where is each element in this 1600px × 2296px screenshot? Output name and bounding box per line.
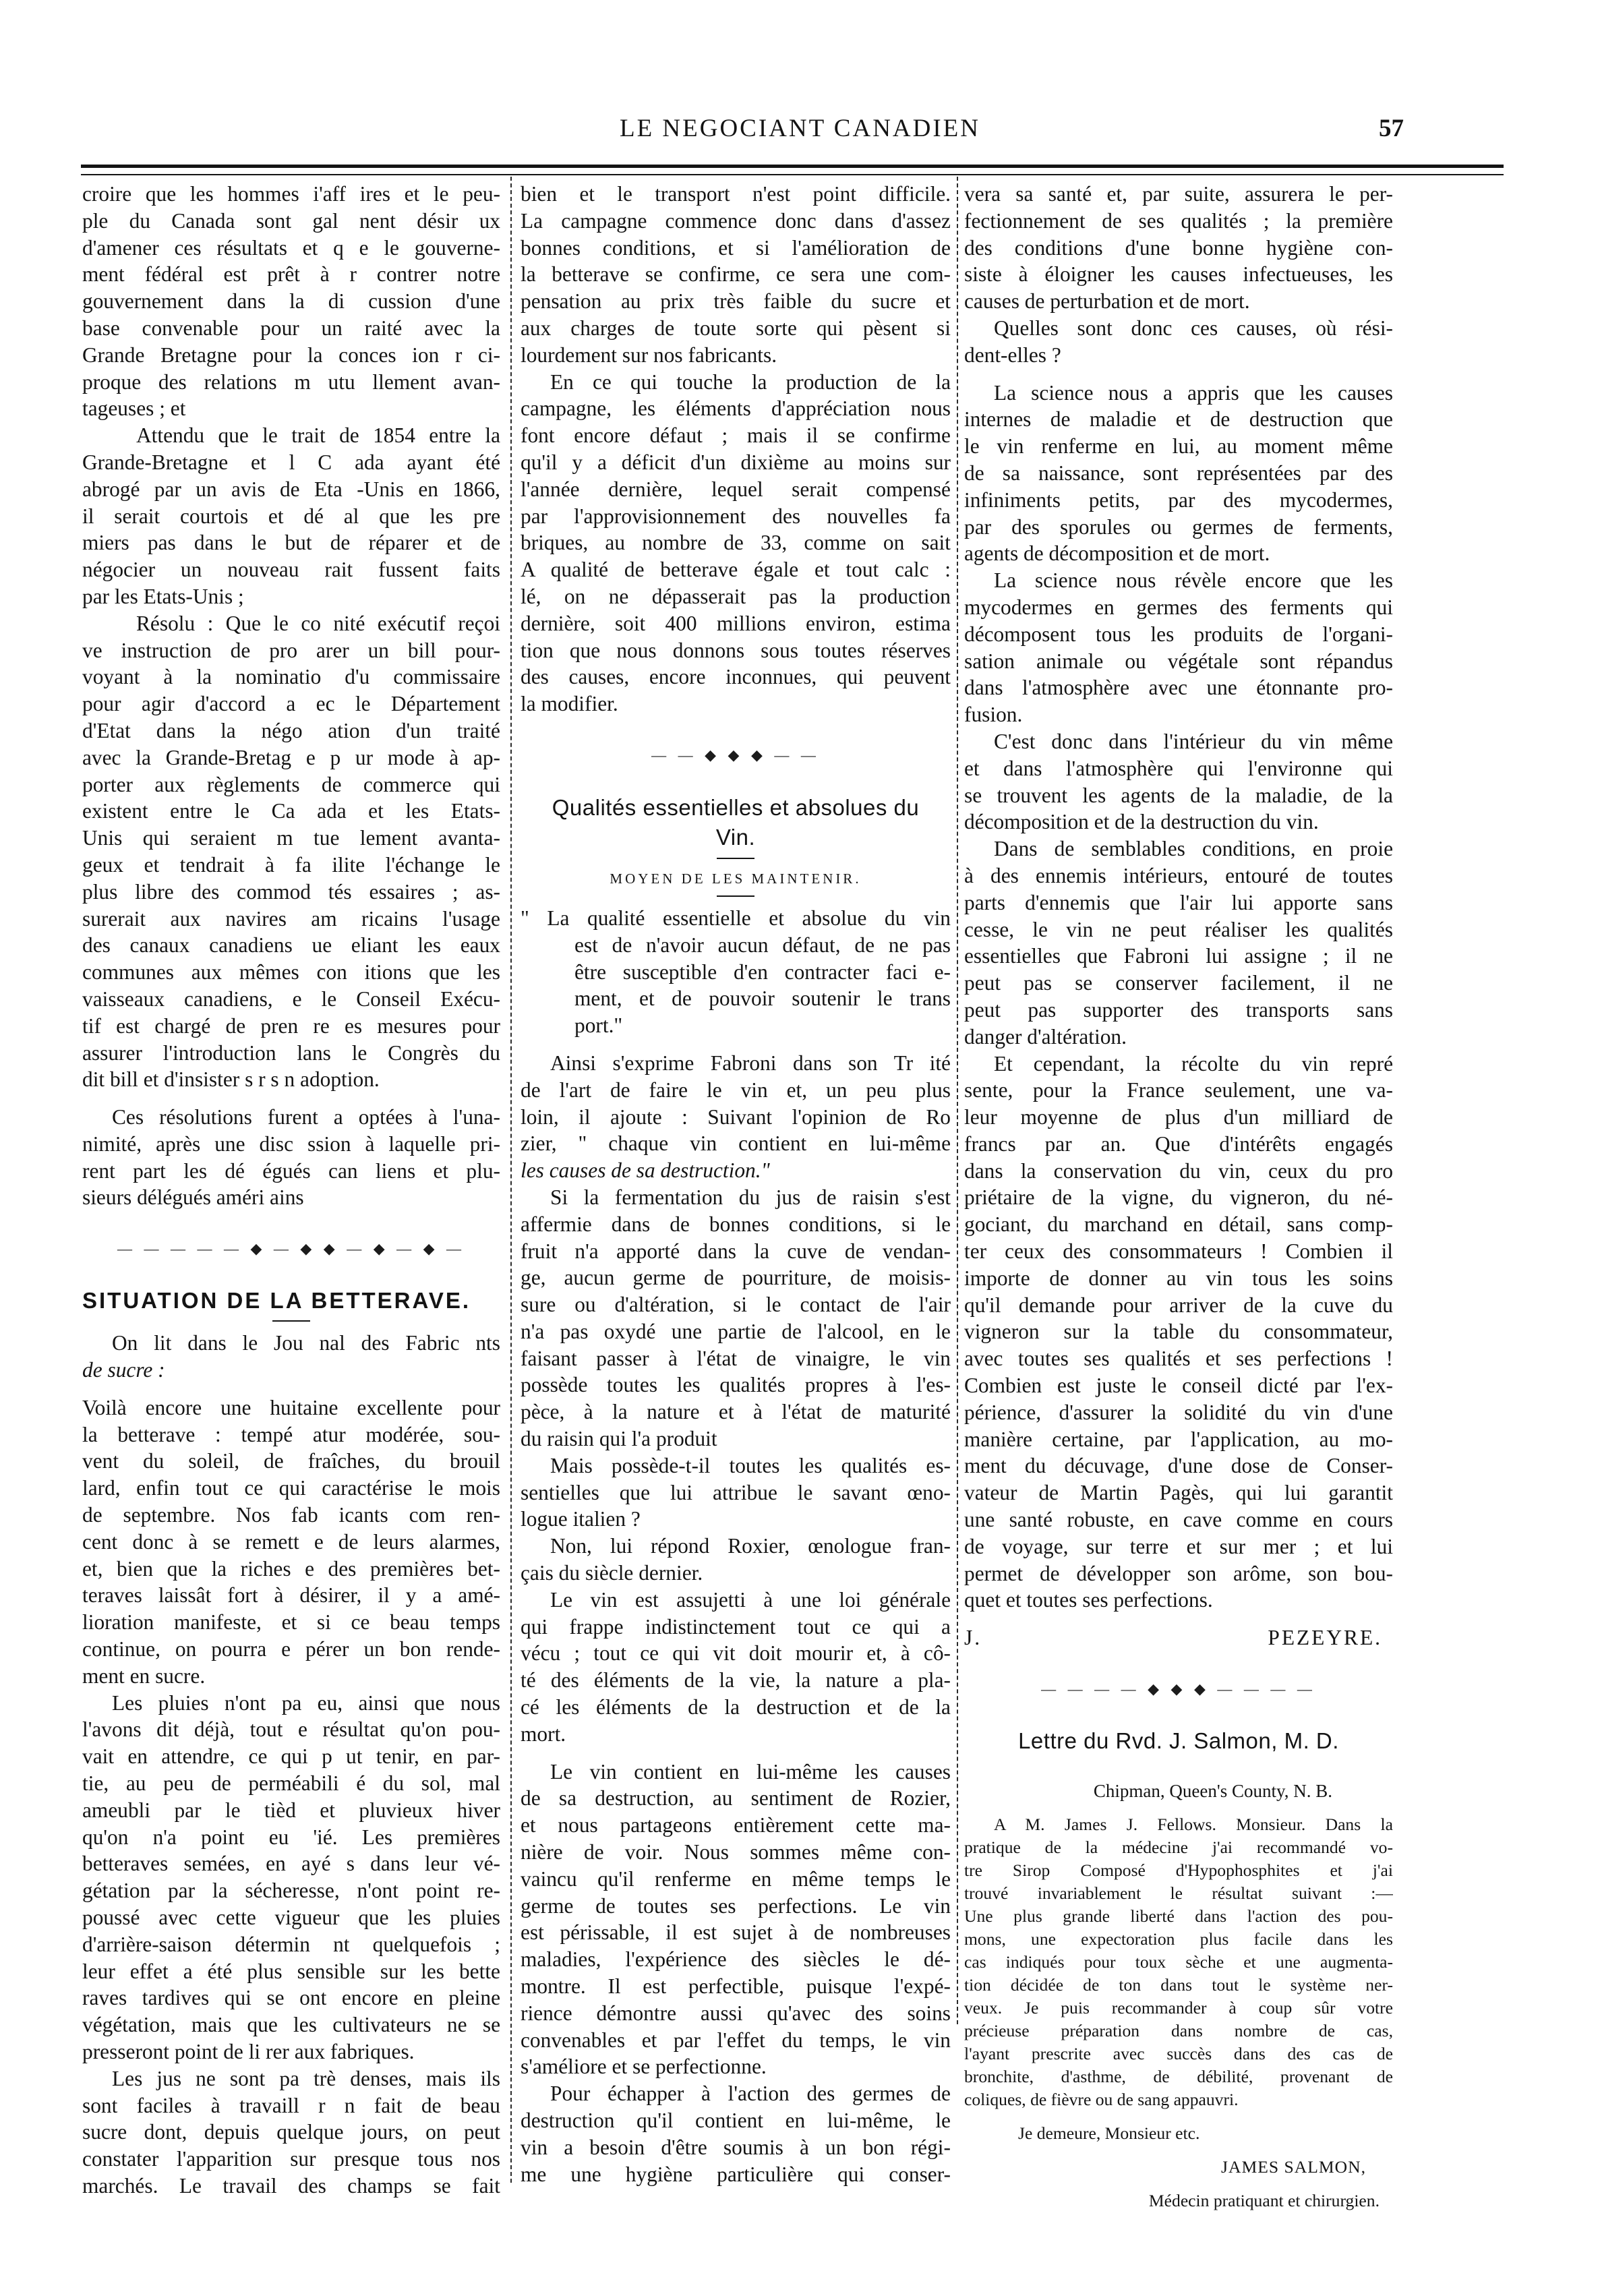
text-line: raves tardives qui se ont encore en pleine bbox=[82, 1986, 500, 2010]
text-line: l'ayant prescrite avec succès dans des cas de bbox=[964, 2044, 1393, 2064]
text-line: tageuses ; et bbox=[82, 396, 186, 421]
text-line: pratique de la médecine j'ai recommandé vo- bbox=[964, 1837, 1393, 1858]
text-line: par des sporules ou germes de ferments, bbox=[964, 514, 1393, 539]
text-line: périence, d'assurer la solidité du vin d'une bbox=[964, 1400, 1393, 1424]
text-line: poussé avec cette vigueur que les pluies bbox=[82, 1906, 500, 1930]
text-line: cé les éléments de la destruction et de la bbox=[521, 1695, 951, 1719]
text-line: " La qualité essentielle et absolue du vin bbox=[521, 906, 951, 930]
text-line: miers pas dans le but de réparer et de bbox=[82, 531, 500, 555]
section-heading: SITUATION DE LA BETTERAVE. bbox=[82, 1288, 471, 1314]
text-line: tion que nous donnons sous toutes réserves bbox=[521, 638, 951, 662]
text-line: vent du soleil, de fraîches, du brouil bbox=[82, 1449, 500, 1473]
text-line: lourdement sur nos fabricants. bbox=[521, 343, 777, 367]
paragraph bbox=[521, 1533, 951, 1587]
text-line: la modifier. bbox=[521, 692, 618, 716]
text-line: porter aux règlements de commerce qui bbox=[82, 772, 500, 796]
text-line: de sa destruction, au sentiment de Rozier, bbox=[521, 1786, 951, 1811]
text-line: rience démontre aussi qu'avec des soins bbox=[521, 2001, 951, 2025]
text-line: manière certaine, par l'application, au mo- bbox=[964, 1427, 1393, 1451]
header-rule-thin bbox=[81, 174, 1504, 175]
text-line: être susceptible d'en contracter faci e- bbox=[574, 960, 951, 984]
text-line: lé, on ne dépasserait pas la production bbox=[521, 584, 951, 608]
text-line: précieuse préparation dans nombre de cas, bbox=[964, 2021, 1393, 2041]
text-line: campagne, les éléments d'appréciation nous bbox=[521, 396, 951, 421]
text-line: internes de maladie et de destruction que bbox=[964, 407, 1393, 432]
letter-signature: JAMES SALMON, bbox=[1221, 2157, 1366, 2177]
text-line: sation animale ou végétale sont répandus bbox=[964, 649, 1393, 673]
text-line: qu'on n'a point eu 'ié. Les premières bbox=[82, 1825, 500, 1849]
text-line: décomposition et de la destruction du vin. bbox=[964, 810, 1319, 834]
text-line: cent donc à se remett e de leurs alarmes, bbox=[82, 1529, 500, 1554]
text-line: faisant passer à l'état de vinaigre, le vin bbox=[521, 1346, 951, 1370]
text-line: La campagne commence donc dans d'assez bbox=[521, 208, 951, 233]
text-line: et dans l'atmosphère qui l'environne qui bbox=[964, 756, 1393, 780]
paragraph bbox=[521, 369, 951, 717]
text-line: cesse, le vin ne peut réaliser les qualités bbox=[964, 917, 1393, 941]
text-line: bonnes conditions, et si l'amélioration de bbox=[521, 235, 951, 260]
text-line: le vin renferme en lui, au moment même bbox=[964, 434, 1393, 459]
text-line: mycodermes en germes des ferments qui bbox=[964, 595, 1393, 619]
text-line: est de n'avoir aucun défaut, de ne pas bbox=[574, 933, 951, 957]
text-line: Grande-Bretagne et l C ada ayant été bbox=[82, 450, 500, 474]
paragraph bbox=[82, 1690, 500, 2065]
text-line: gociant, du marchand en détail, sans comp- bbox=[964, 1212, 1393, 1237]
text-line: Les pluies n'ont pa eu, ainsi que nous bbox=[112, 1690, 500, 1715]
text-line: l'avons dit déjà, tout e résultat qu'on pou- bbox=[82, 1717, 500, 1742]
paragraph bbox=[82, 610, 500, 1093]
text-line: Ainsi s'exprime Fabroni dans son Tr ité bbox=[550, 1051, 951, 1075]
paragraph bbox=[521, 1452, 951, 1533]
text-line: tif est chargé de pren re es mesures pour bbox=[82, 1013, 500, 1038]
text-line: nière de voir. Nous sommes même con- bbox=[521, 1840, 951, 1864]
text-line: de l'art de faire le vin et, un peu plus bbox=[521, 1078, 951, 1102]
text-line: sure ou d'altération, si le contact de l'air bbox=[521, 1293, 951, 1317]
paragraph bbox=[521, 181, 951, 369]
text-line: de septembre. Nos fab icants com ren- bbox=[82, 1503, 500, 1527]
text-line: la betterave : tempé atur modérée, sou- bbox=[82, 1422, 500, 1446]
subheading-rule bbox=[717, 895, 754, 897]
text-line: Si la fermentation du jus de raisin s'est bbox=[550, 1185, 951, 1209]
text-line: des causes, encore inconnues, qui peuvent bbox=[521, 665, 951, 689]
text-line: mons, une expectoration plus facile dans les bbox=[964, 1929, 1393, 1949]
text-line: voyant à la nominatio d'u commissaire bbox=[82, 665, 500, 689]
text-line: On lit dans le Jou nal des Fabric nts bbox=[112, 1331, 500, 1355]
text-line: zier, " chaque vin contient en lui-même bbox=[521, 1131, 951, 1156]
text-line: pèce, à la nature et à l'état de maturité bbox=[521, 1400, 951, 1424]
text-line: croire que les hommes i'aff ires et le peu- bbox=[82, 182, 500, 206]
text-line: surerait aux navires am ricains l'usage bbox=[82, 906, 500, 931]
text-line: fruit n'a apporté dans la cuve de vendan- bbox=[521, 1239, 951, 1263]
text-line: La science nous révèle encore que les bbox=[994, 568, 1393, 593]
paragraph bbox=[521, 1184, 951, 1452]
text-line: font encore défaut ; mais il se confirme bbox=[521, 423, 951, 448]
paragraph bbox=[964, 181, 1393, 315]
text-line: dent-elles ? bbox=[964, 343, 1061, 367]
text-line: Combien est juste le conseil dicté par l'ex- bbox=[964, 1374, 1393, 1398]
text-line: ment, et de pouvoir soutenir le trans bbox=[574, 987, 951, 1011]
text-line: A M. James J. Fellows. Monsieur. Dans la bbox=[994, 1815, 1393, 1835]
text-line: tie, au peu de perméabili é du sol, mal bbox=[82, 1771, 500, 1796]
section-ornament: — — — — ◆ ◆ ◆ — — — — bbox=[1041, 1680, 1316, 1698]
text-line: vécu ; tout ce qui vit doit mourir et, à cô- bbox=[521, 1641, 951, 1666]
text-line: geux et tendrait à fa ilite l'échange le bbox=[82, 852, 500, 877]
text-line: mort. bbox=[521, 1721, 566, 1746]
text-line: té des éléments de la vie, la nature a pla- bbox=[521, 1668, 951, 1692]
text-line: constater l'apparition sur presque tous nos bbox=[82, 2147, 500, 2171]
text-line: la betterave se confirme, ce sera une com- bbox=[521, 262, 951, 287]
section-subheading: MOYEN DE LES MAINTENIR. bbox=[610, 870, 862, 887]
paragraph bbox=[82, 1330, 500, 1384]
text-line: qui frappe indistinctement tout ce qui a bbox=[521, 1614, 951, 1639]
text-line: d'Etat dans la négo ation d'un traité bbox=[82, 718, 500, 742]
text-line: Et cependant, la récolte du vin repré bbox=[994, 1051, 1393, 1076]
text-line: Les jus ne sont pa trè denses, mais ils bbox=[112, 2066, 500, 2090]
text-line: coliques, de fièvre ou de sang appauvri. bbox=[964, 2090, 1239, 2110]
text-line: qu'il y a déficit d'un dixième au moins sur bbox=[521, 450, 951, 474]
text-line: port." bbox=[574, 1013, 623, 1038]
text-line: de voyage, sur terre et sur mer ; et lui bbox=[964, 1534, 1393, 1558]
text-line: Résolu : Que le co nité exécutif reçoi bbox=[136, 611, 500, 635]
paragraph bbox=[521, 1050, 951, 1184]
paragraph bbox=[964, 315, 1393, 369]
heading-text: Qualités essentielles et absolues du Vin. bbox=[552, 794, 920, 850]
paragraph bbox=[82, 1394, 500, 1690]
text-line: En ce qui touche la production de la bbox=[550, 370, 951, 394]
text-line: qu'il demande pour arriver de la cuve du bbox=[964, 1293, 1393, 1317]
text-line: dans la conservation du vin, ceux du pro bbox=[964, 1158, 1393, 1183]
text-line: tion décidée de ton dans tout le système ner- bbox=[964, 1975, 1393, 1995]
text-line: logue italien ? bbox=[521, 1507, 641, 1531]
text-line: essentielles que Fabroni lui assigne ; il ne bbox=[964, 944, 1393, 968]
text-line: sentielles que lui attribue le savant œno- bbox=[521, 1480, 951, 1504]
text-line: Quelles sont donc ces causes, où rési- bbox=[994, 316, 1393, 340]
text-line: betteraves semées, en ayé s dans leur vé- bbox=[82, 1852, 500, 1876]
quotation bbox=[521, 905, 951, 1039]
text-line: briques, au nombre de 33, comme on sait bbox=[521, 531, 951, 555]
text-line: marchés. Le travail des champs se fait bbox=[82, 2173, 500, 2198]
text-line: lard, enfin tout ce qui caractérise le mois bbox=[82, 1476, 500, 1500]
text-line: teraves laissât fort à désirer, il y a amé- bbox=[82, 1583, 500, 1608]
text-line: Mais possède-t-il toutes les qualités es- bbox=[550, 1453, 951, 1477]
column-3 bbox=[964, 181, 1393, 2212]
text-line: permet de développer son arôme, son bou- bbox=[964, 1561, 1393, 1585]
text-line: Attendu que le trait de 1854 entre la bbox=[136, 423, 500, 448]
text-line: est périssable, il est sujet à de nombreuses bbox=[521, 1920, 951, 1945]
text-line: gétation par la sécheresse, n'ont point re- bbox=[82, 1879, 500, 1903]
text-line: Ces résolutions furent a optées à l'una- bbox=[112, 1105, 500, 1129]
text-line: fectionnement de ses qualités ; la première bbox=[964, 208, 1393, 233]
letter-title: Médecin pratiquant et chirurgien. bbox=[1148, 2191, 1380, 2211]
text-line: affermie dans de bonnes conditions, si le bbox=[521, 1212, 951, 1236]
text-line: pensation au prix très faible du sucre et bbox=[521, 289, 951, 314]
paragraph bbox=[964, 380, 1393, 568]
text-line: siste à éloigner les causes infectueuses, les bbox=[964, 262, 1393, 287]
text-line: veux. Je puis recommander à coup sûr votre bbox=[964, 1998, 1393, 2018]
text-line: aux charges de toute sorte qui pèsent si bbox=[521, 316, 951, 340]
text-line: presseront point de li rer aux fabriques. bbox=[82, 2040, 415, 2063]
text-line: dans l'atmosphère avec une étonnante pro- bbox=[964, 676, 1393, 700]
text-line: trouvé invariablement le résultat suivant :— bbox=[964, 1883, 1393, 1904]
paragraph bbox=[521, 1759, 951, 2081]
text-line: vin a besoin d'être soumis à un bon régi- bbox=[521, 2135, 951, 2159]
text-line: base convenable pour un raité avec la bbox=[82, 316, 500, 340]
paragraph bbox=[521, 1587, 951, 1748]
text-line: tre Sirop Composé d'Hypophosphites et j'ai bbox=[964, 1860, 1393, 1881]
text-line: dit bill et d'insister s r s n adoption. bbox=[82, 1067, 380, 1092]
text-line: des canaux canadiens ue eliant les eaux bbox=[82, 933, 500, 958]
text-line: Une plus grande liberté dans l'action des pou- bbox=[964, 1906, 1393, 1926]
text-line: sente, pour la France seulement, une va- bbox=[964, 1078, 1393, 1102]
paragraph bbox=[82, 422, 500, 610]
text-line: abrogé par un avis de Eta -Unis en 1866, bbox=[82, 477, 500, 501]
text-line: Unis qui seraient m tue lement avanta- bbox=[82, 826, 500, 850]
text-line: bronchite, d'asthme, de débilité, provenant de bbox=[964, 2067, 1393, 2087]
text-line: Dans de semblables conditions, en proie bbox=[994, 837, 1393, 861]
text-line: ment du décuvage, d'une dose de Conser- bbox=[964, 1454, 1393, 1478]
text-line: peut pas supporter des transports sans bbox=[964, 997, 1393, 1022]
text-line: l'année dernière, lequel serait compensé bbox=[521, 477, 951, 501]
column-2 bbox=[521, 181, 951, 2187]
text-line: continue, on pourra e pérer un bon rende- bbox=[82, 1637, 500, 1661]
text-line: infiniments petits, par des mycodermes, bbox=[964, 488, 1393, 512]
text-line: s'améliore et se perfectionne. bbox=[521, 2055, 767, 2079]
text-line: convenables et par l'effet du temps, le vin bbox=[521, 2028, 951, 2052]
text-line: Grande Bretagne pour la conces ion r ci- bbox=[82, 343, 500, 367]
text-line: négocier un nouveau rait fussent faits bbox=[82, 558, 500, 582]
column-1 bbox=[82, 181, 500, 2200]
text-line: vaisseaux canadiens, e le Conseil Exécu- bbox=[82, 987, 500, 1011]
text-line: n'a pas oxydé une partie de l'alcool, en le bbox=[521, 1319, 951, 1343]
text-line: se trouvent les agents de la maladie, de la bbox=[964, 783, 1393, 807]
text-line: nimité, après une disc ssion à laquelle pri- bbox=[82, 1131, 500, 1156]
paragraph bbox=[964, 567, 1393, 728]
text-line: ve instruction de pro arer un bill pour- bbox=[82, 638, 500, 662]
text-line: francs par an. Que d'intérêts engagés bbox=[964, 1131, 1393, 1156]
paragraph bbox=[82, 2065, 500, 2200]
text-line: lioration manifeste, et si ce beau temps bbox=[82, 1610, 500, 1635]
text-line: vaincu qu'il renferme en même temps le bbox=[521, 1866, 951, 1891]
text-line: causes de perturbation et de mort. bbox=[964, 289, 1250, 314]
text-line: d'amener ces résultats et q e le gouverne- bbox=[82, 235, 500, 260]
letter-body bbox=[964, 1813, 1393, 2111]
text-line: assurer l'introduction lans le Congrès du bbox=[82, 1040, 500, 1065]
text-line: vera sa santé et, par suite, assurera le per- bbox=[964, 182, 1393, 206]
text-line: me une hygiène particulière qui conser- bbox=[521, 2162, 951, 2186]
page-number: 57 bbox=[1379, 115, 1404, 142]
column-divider-1 bbox=[510, 177, 512, 2183]
text-line: çais du siècle dernier. bbox=[521, 1561, 703, 1585]
text-line: ment fédéral est prêt à r contrer notre bbox=[82, 262, 500, 287]
text-line: vateur de Martin Pagès, qui lui garantit bbox=[964, 1481, 1393, 1505]
text-line: danger d'altération. bbox=[964, 1024, 1127, 1049]
text-line: destruction qu'il contient en lui-même, le bbox=[521, 2109, 951, 2132]
text-line: Le vin est assujetti à une loi générale bbox=[550, 1587, 951, 1612]
text-line: leur moyenne de plus d'un milliard de bbox=[964, 1105, 1393, 1129]
text-line: peut pas se conserver facilement, il ne bbox=[964, 971, 1393, 995]
text-line: leur effet a été plus sensible sur les bette bbox=[82, 1959, 500, 1983]
text-line: et, bien que la riches e des premières bet- bbox=[82, 1556, 500, 1581]
text-line: Non, lui répond Roxier, œnologue fran- bbox=[550, 1534, 951, 1558]
text-line: maladies, l'expérience des siècles le dé- bbox=[521, 1947, 951, 1972]
journal-title: LE NEGOCIANT CANADIEN bbox=[619, 115, 981, 142]
paragraph bbox=[82, 1104, 500, 1211]
paragraph bbox=[964, 835, 1393, 1050]
text-line: de sucre : bbox=[82, 1358, 165, 1382]
text-line: ment en sucre. bbox=[82, 1664, 206, 1688]
text-line: gouvernement dans la di cussion d'une bbox=[82, 289, 500, 314]
text-line: par l'approvisionnement des nouvelles fa bbox=[521, 504, 951, 528]
text-line: parts d'ennemis que l'air lui apporte sans bbox=[964, 890, 1393, 914]
text-line: A qualité de betterave égale et tout calc : bbox=[521, 558, 951, 582]
text-line: plus libre des commod tés essaires ; as- bbox=[82, 879, 500, 904]
article-signature: J. PEZEYRE. bbox=[964, 1626, 1382, 1650]
text-line: à des ennemis intérieurs, entouré de toutes bbox=[964, 863, 1393, 887]
heading-rule bbox=[717, 858, 754, 859]
section-heading bbox=[521, 793, 951, 852]
text-line: ter ceux des consommateurs ! Combien il bbox=[964, 1239, 1393, 1264]
text-line: possède toutes les qualités propres à l'es- bbox=[521, 1373, 951, 1397]
paragraph bbox=[964, 728, 1393, 835]
paragraph bbox=[82, 181, 500, 422]
text-line: avec la Grande-Bretag e p ur mode à ap- bbox=[82, 745, 500, 769]
text-line: ameubli par le tièd et pluvieux hiver bbox=[82, 1798, 500, 1822]
text-line: vigneron sur la table du consommateur, bbox=[964, 1320, 1393, 1344]
text-line: La science nous a appris que les causes bbox=[994, 380, 1393, 405]
text-line: Le vin contient en lui-même les causes bbox=[550, 1759, 951, 1784]
section-ornament: — — ◆ ◆ ◆ — — bbox=[651, 746, 820, 763]
letter-place: Chipman, Queen's County, N. B. bbox=[1093, 1781, 1332, 1802]
text-line: les causes de sa destruction." bbox=[521, 1158, 770, 1183]
text-line: sucre dont, depuis quelque jours, on peut bbox=[82, 2120, 500, 2144]
text-line: du raisin qui l'a produit bbox=[521, 1427, 717, 1451]
text-line: d'arrière-saison détermin nt quelquefois ; bbox=[82, 1932, 500, 1956]
text-line: loin, il ajoute : Suivant l'opinion de Ro bbox=[521, 1105, 951, 1129]
text-line: décomposent tous les produits de l'organi- bbox=[964, 622, 1393, 646]
letter-closing: Je demeure, Monsieur etc. bbox=[1018, 2123, 1200, 2144]
text-line: par les Etats-Unis ; bbox=[82, 584, 244, 608]
section-ornament: — — — — — ◆ — ◆ ◆ — ◆ — ◆ — bbox=[117, 1240, 466, 1258]
text-line: germe de toutes ses perfections. Le vin bbox=[521, 1893, 951, 1918]
text-line: Pour échapper à l'action des germes de bbox=[550, 2082, 951, 2106]
text-line: ple du Canada sont gal nent désir ux bbox=[82, 208, 500, 233]
letter-heading: Lettre du Rvd. J. Salmon, M. D. bbox=[1018, 1728, 1339, 1754]
text-line: existent entre le Ca ada et les Etats- bbox=[82, 799, 500, 823]
text-line: végétation, mais que les cultivateurs ne se bbox=[82, 2013, 500, 2037]
text-line: montre. Il est perfectible, puisque l'expé- bbox=[521, 1974, 951, 1999]
text-line: rent part les dé égués can liens et plu- bbox=[82, 1158, 500, 1183]
column-divider-2 bbox=[957, 177, 958, 2024]
heading-rule bbox=[272, 1320, 310, 1322]
text-line: priétaire de la vigne, du vigneron, du né- bbox=[964, 1185, 1393, 1210]
text-line: C'est donc dans l'intérieur du vin même bbox=[994, 729, 1393, 753]
text-line: importe de donner au vin tous les soins bbox=[964, 1266, 1393, 1290]
text-line: vait en attendre, ce qui p ut tenir, en par- bbox=[82, 1744, 500, 1769]
text-line: et nous partageons entièrement cette ma- bbox=[521, 1813, 951, 1837]
paragraph bbox=[521, 2080, 951, 2187]
text-line: pour agir d'accord a ec le Département bbox=[82, 692, 500, 716]
text-line: sieurs délégués améri ains bbox=[82, 1185, 304, 1210]
text-line: dernière, soit 400 millions environ, estima bbox=[521, 611, 951, 635]
header-rule-thick bbox=[81, 165, 1504, 168]
text-line: cas indiqués pour toux sèche et une augmenta- bbox=[964, 1952, 1393, 1972]
text-line: avec toutes ses qualités et ses perfections ! bbox=[964, 1347, 1393, 1371]
text-line: bien et le transport n'est point difficile. bbox=[521, 182, 951, 206]
text-line: quet et toutes ses perfections. bbox=[964, 1588, 1213, 1612]
text-line: communes aux mêmes con itions que les bbox=[82, 960, 500, 984]
text-line: ge, aucun germe de pourriture, de moisis- bbox=[521, 1266, 951, 1290]
text-line: fusion. bbox=[964, 703, 1023, 727]
text-line: Voilà encore une huitaine excellente pour bbox=[82, 1395, 500, 1419]
text-line: de sa naissance, sont représentées par des bbox=[964, 461, 1393, 485]
text-line: agents de décomposition et de mort. bbox=[964, 541, 1270, 566]
paragraph bbox=[964, 1051, 1393, 1614]
text-line: sont faciles à travaill r n fait de beau bbox=[82, 2093, 500, 2117]
text-line: il serait courtois et dé al que les pre bbox=[82, 504, 500, 528]
text-line: des conditions d'une bonne hygiène con- bbox=[964, 235, 1393, 260]
text-line: proque des relations m utu llement avan- bbox=[82, 370, 500, 394]
text-line: une santé robuste, en cave comme en cours bbox=[964, 1508, 1393, 1532]
